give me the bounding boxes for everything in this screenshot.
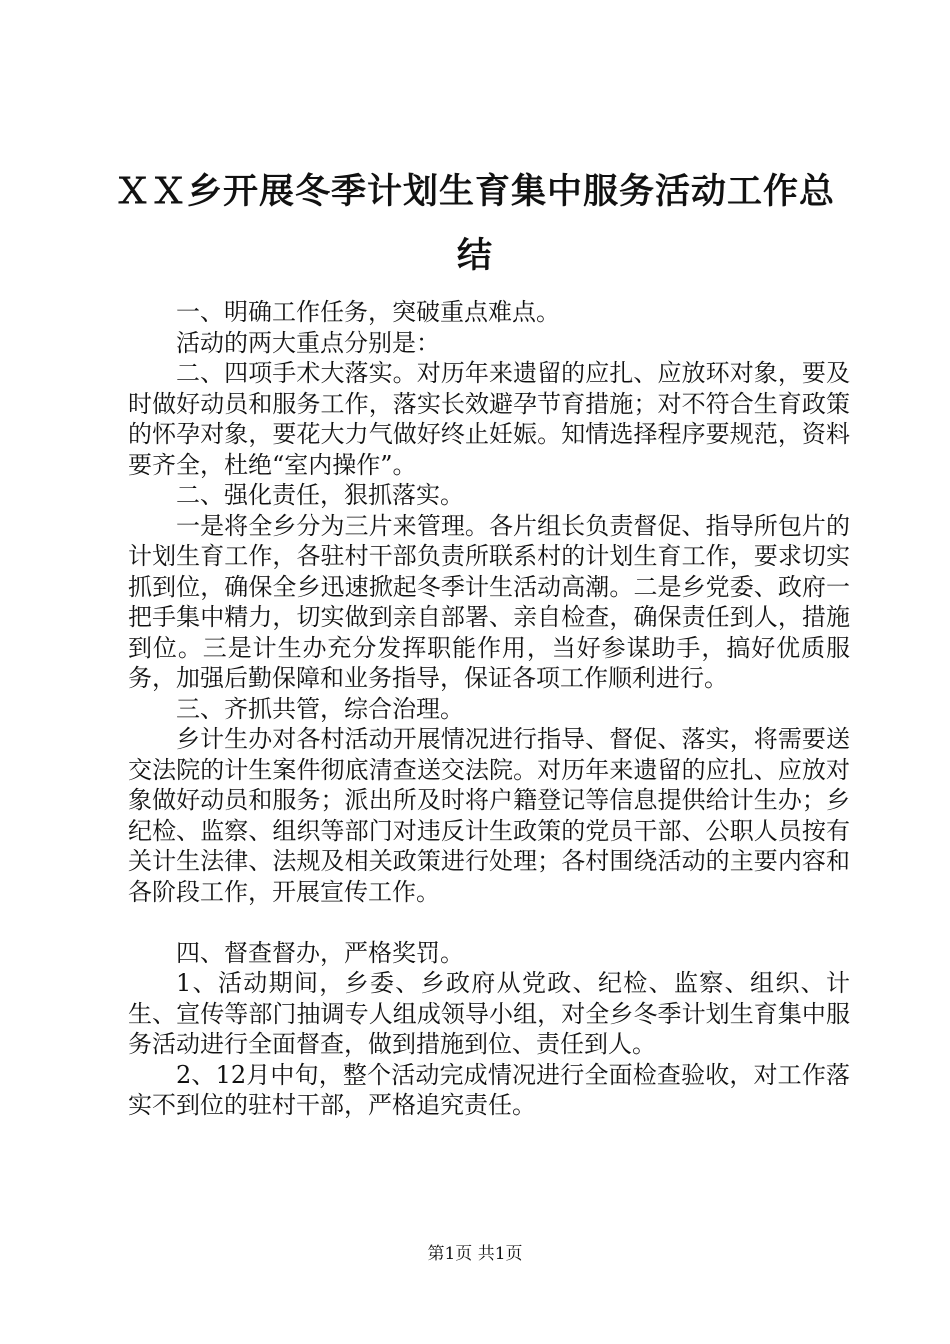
paragraph-governance: 乡计生办对各村活动开展情况进行指导、督促、落实，将需要送交法院的计生案件彻底清查送交法院。对历年来遗留的应扎、应放对象做好动员和服务；派出所及时将户籍登记等信息提供给计生办；乡纪检、监察、组织等部门对违反计生政策的党员干部、公职人员按有关计生法律、法规及相关政策进行处理；各村围绕活动的主要内容和各阶段工作，开展宣传工作。 [128,725,850,906]
section-heading-3: 三、齐抓共管，综合治理。 [176,694,464,723]
paragraph-inspection-2: 2、12月中旬，整个活动完成情况进行全面检查验收，对工作落实不到位的驻村干部，严格追究责任。 [128,1060,850,1119]
document-title: ＸＸ乡开展冬季计划生育集中服务活动工作总结 [114,171,835,276]
section-heading-1: 一、明确工作任务，突破重点难点。 [176,298,560,326]
section-heading-2: 二、强化责任，狠抓落实。 [176,481,464,509]
section-heading-4: 四、督查督办，严格奖罚。 [176,938,464,967]
document-body [128,297,850,1121]
paragraph-intro: 活动的两大重点分别是： [176,328,440,357]
blank-line [128,907,850,938]
paragraph-surgery: 二、四项手术大落实。对历年来遗留的应扎、应放环对象，要及时做好动员和服务工作，落实长效避孕节育措施；对不符合生育政策的怀孕对象，要花大力气做好终止妊娠。知情选择程序要规范，资料要齐全，杜绝“室内操作”。 [128,359,850,479]
paragraph-inspection-1: 1、活动期间，乡委、乡政府从党政、纪检、监察、组织、计生、宣传等部门抽调专人组成领导小组，对全乡冬季计划生育集中服务活动进行全面督查，做到措施到位、责任到人。 [128,969,850,1058]
page-footer: 第1页 共1页 [427,1244,523,1264]
paragraph-responsibility: 一是将全乡分为三片来管理。各片组长负责督促、指导所包片的计划生育工作，各驻村干部负责所联系村的计划生育工作，要求切实抓到位，确保全乡迅速掀起冬季计生活动高潮。二是乡党委、政府一把手集中精力，切实做到亲自部署、亲自检查，确保责任到人，措施到位。三是计生办充分发挥职能作用，当好参谋助手，搞好优质服务，加强后勤保障和业务指导，保证各项工作顺利进行。 [128,511,850,692]
